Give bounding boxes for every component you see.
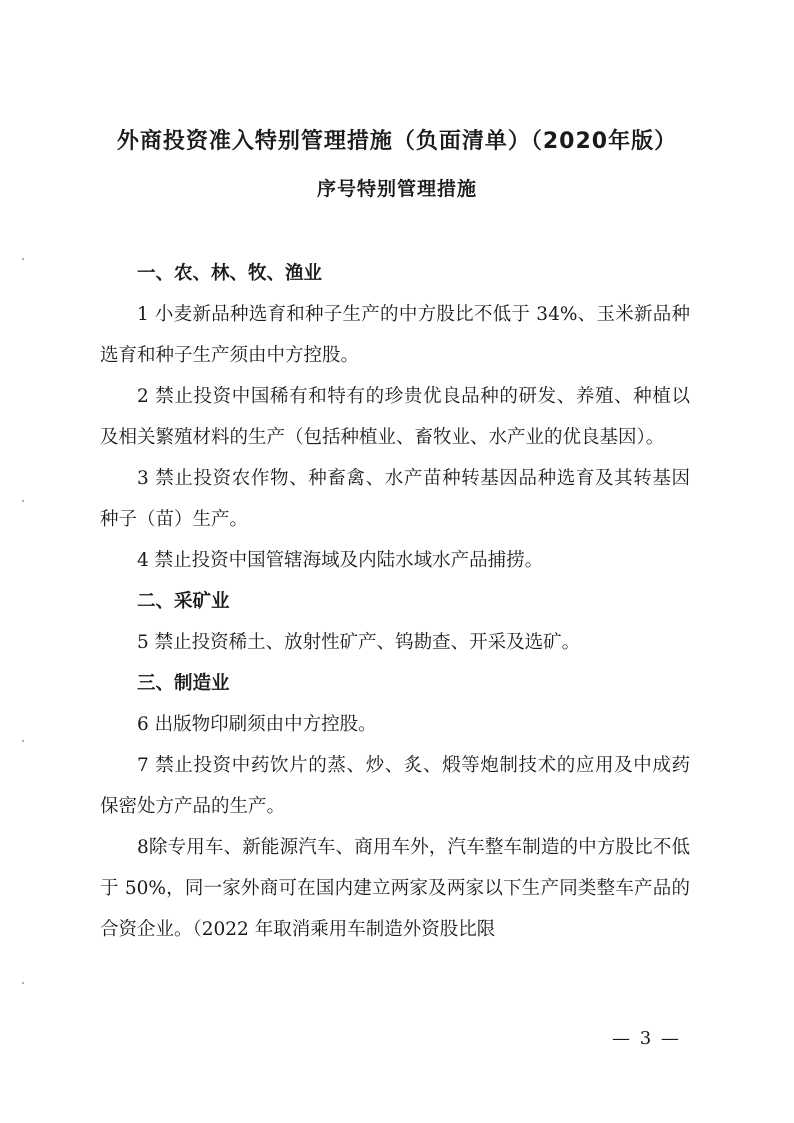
document-body <box>100 253 690 950</box>
paragraph: 8除专用车、新能源汽车、商用车外，汽车整车制造的中方股比不低于 50%，同一家外商可在国内建立两家及两家以下生产同类整车产品的合资企业。（2022 年取消乘用车制造外资股比限 <box>100 837 690 940</box>
document-title: 外商投资准入特别管理措施（负面清单）（2020年版） <box>116 129 678 154</box>
section-heading: 三、制造业 <box>137 673 230 694</box>
page-number: — 3 — <box>612 1028 681 1049</box>
scan-speck <box>22 982 24 984</box>
document-subtitle: 序号特别管理措施 <box>316 178 477 200</box>
scan-speck <box>22 500 24 502</box>
paragraph: 6 出版物印刷须由中方控股。 <box>137 714 377 735</box>
paragraph: 4 禁止投资中国管辖海域及内陆水域水产品捕捞。 <box>137 550 544 571</box>
scan-speck <box>22 258 24 260</box>
section-heading: 二、采矿业 <box>137 591 230 612</box>
paragraph: 1 小麦新品种选育和种子生产的中方股比不低于 34%、玉米新品种选育和种子生产须由中方控股。 <box>100 304 690 366</box>
paragraph: 2 禁止投资中国稀有和特有的珍贵优良品种的研发、养殖、种植以及相关繁殖材料的生产（包括种植业、畜牧业、水产业的优良基因）。 <box>100 386 690 448</box>
section-heading: 一、农、林、牧、渔业 <box>137 263 323 284</box>
paragraph: 3 禁止投资农作物、种畜禽、水产苗种转基因品种选育及其转基因种子（苗）生产。 <box>100 468 690 530</box>
paragraph: 5 禁止投资稀土、放射性矿产、钨勘查、开采及选矿。 <box>137 632 581 653</box>
paragraph: 7 禁止投资中药饮片的蒸、炒、炙、煅等炮制技术的应用及中成药保密处方产品的生产。 <box>100 755 690 817</box>
scan-speck <box>22 740 24 742</box>
